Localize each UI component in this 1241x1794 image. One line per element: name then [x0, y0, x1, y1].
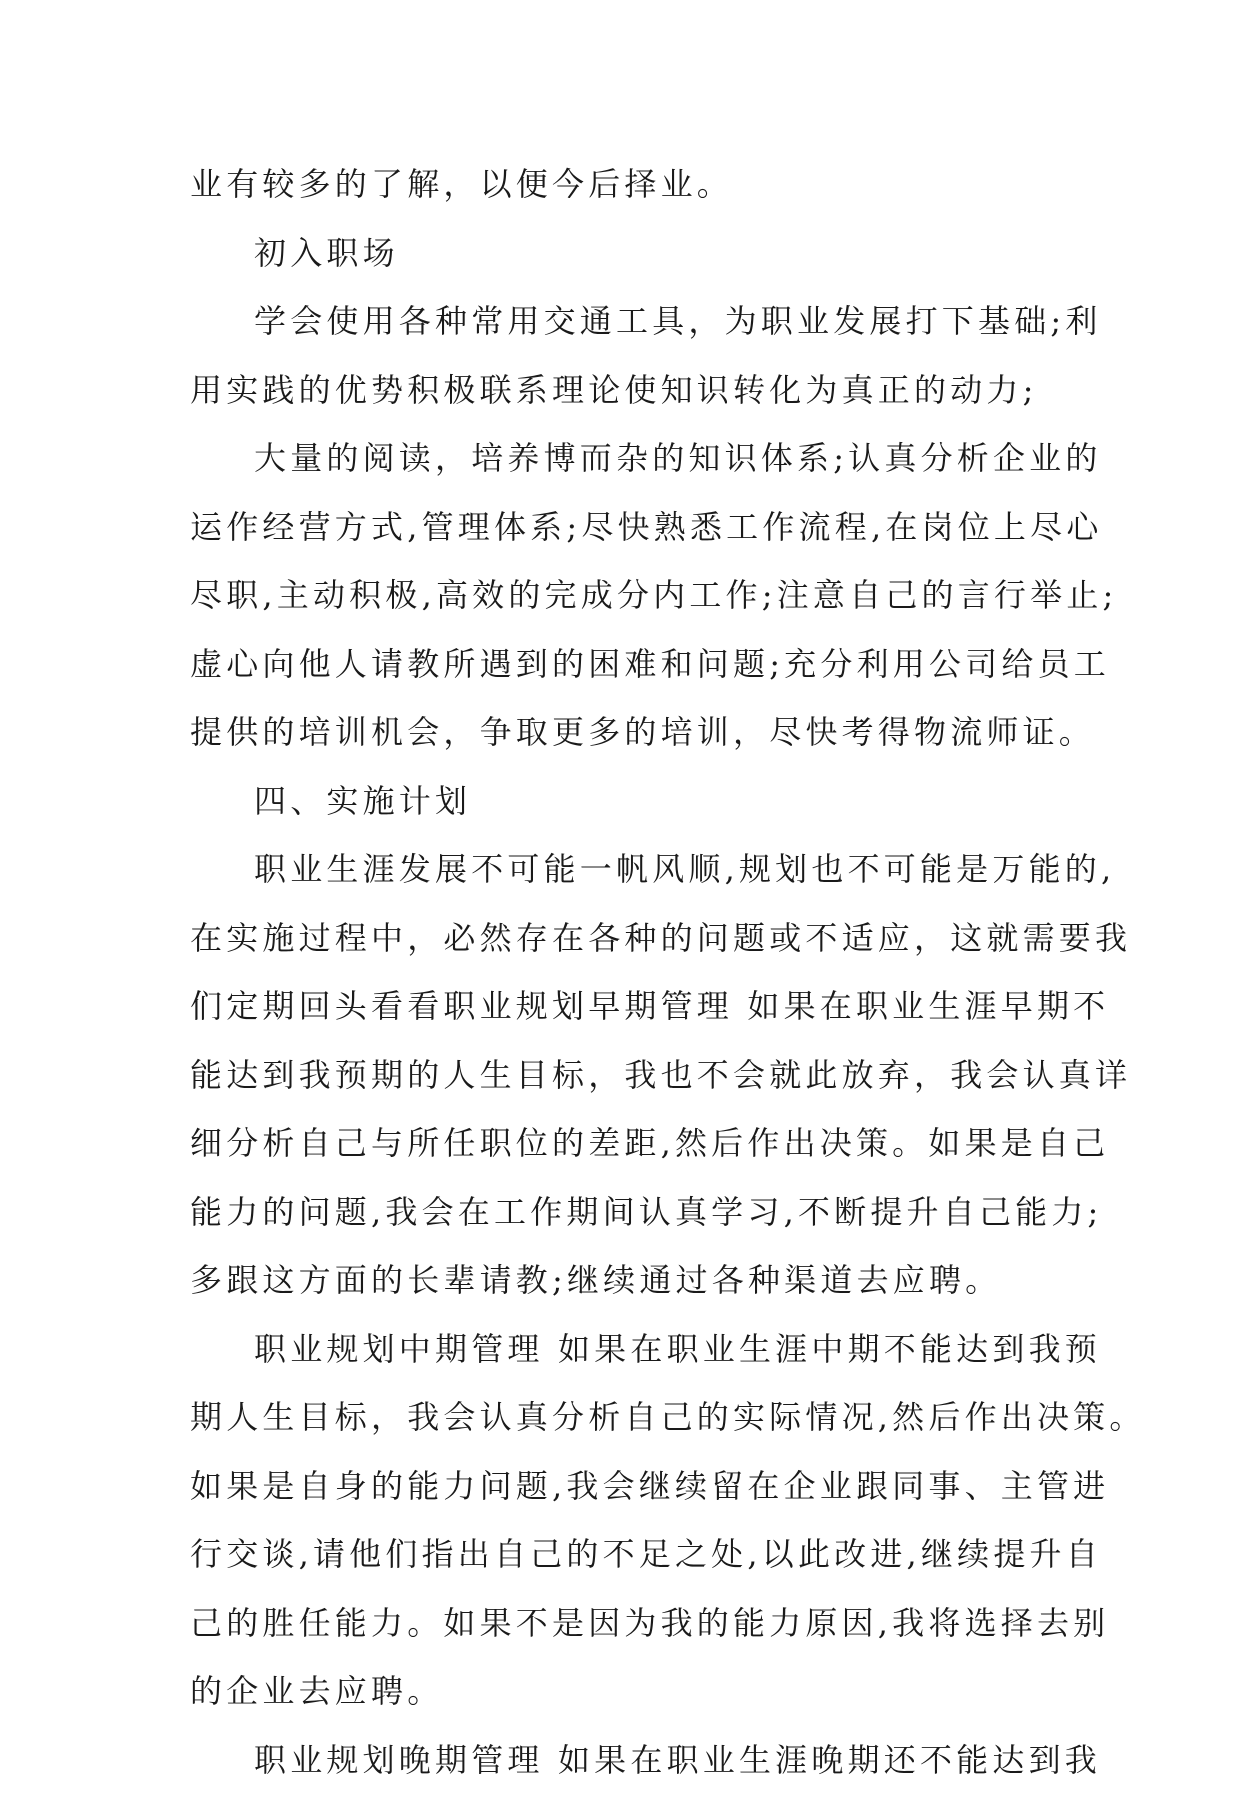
text-line: 行交谈,请他们指出自己的不足之处,以此改进,继续提升自	[190, 1520, 1052, 1589]
text-line: 期人生目标，我会认真分析自己的实际情况,然后作出决策。	[190, 1383, 1052, 1452]
text-line: 如果是自身的能力问题,我会继续留在企业跟同事、主管进	[190, 1452, 1052, 1521]
text-line: 初入职场	[190, 219, 1052, 288]
document-body	[190, 150, 1052, 1794]
text-line: 职业规划晚期管理 如果在职业生涯晚期还不能达到我	[190, 1726, 1052, 1794]
text-line: 己的胜任能力。如果不是因为我的能力原因,我将选择去别	[190, 1589, 1052, 1658]
text-line: 们定期回头看看职业规划早期管理 如果在职业生涯早期不	[190, 972, 1052, 1041]
text-line: 虚心向他人请教所遇到的困难和问题;充分利用公司给员工	[190, 630, 1052, 699]
text-line: 细分析自己与所任职位的差距,然后作出决策。如果是自己	[190, 1109, 1052, 1178]
text-line: 能达到我预期的人生目标，我也不会就此放弃，我会认真详	[190, 1041, 1052, 1110]
text-line: 运作经营方式,管理体系;尽快熟悉工作流程,在岗位上尽心	[190, 493, 1052, 562]
text-line: 大量的阅读，培养博而杂的知识体系;认真分析企业的	[190, 424, 1052, 493]
text-line: 职业生涯发展不可能一帆风顺,规划也不可能是万能的,	[190, 835, 1052, 904]
text-line: 多跟这方面的长辈请教;继续通过各种渠道去应聘。	[190, 1246, 1052, 1315]
text-line: 能力的问题,我会在工作期间认真学习,不断提升自己能力;	[190, 1178, 1052, 1247]
text-line: 提供的培训机会，争取更多的培训，尽快考得物流师证。	[190, 698, 1052, 767]
text-line: 学会使用各种常用交通工具，为职业发展打下基础;利	[190, 287, 1052, 356]
text-line: 职业规划中期管理 如果在职业生涯中期不能达到我预	[190, 1315, 1052, 1384]
section-heading: 四、实施计划	[190, 767, 1052, 836]
text-line: 尽职,主动积极,高效的完成分内工作;注意自己的言行举止;	[190, 561, 1052, 630]
text-line: 在实施过程中，必然存在各种的问题或不适应，这就需要我	[190, 904, 1052, 973]
text-line: 用实践的优势积极联系理论使知识转化为真正的动力;	[190, 356, 1052, 425]
text-line: 业有较多的了解，以便今后择业。	[190, 150, 1052, 219]
text-line: 的企业去应聘。	[190, 1657, 1052, 1726]
